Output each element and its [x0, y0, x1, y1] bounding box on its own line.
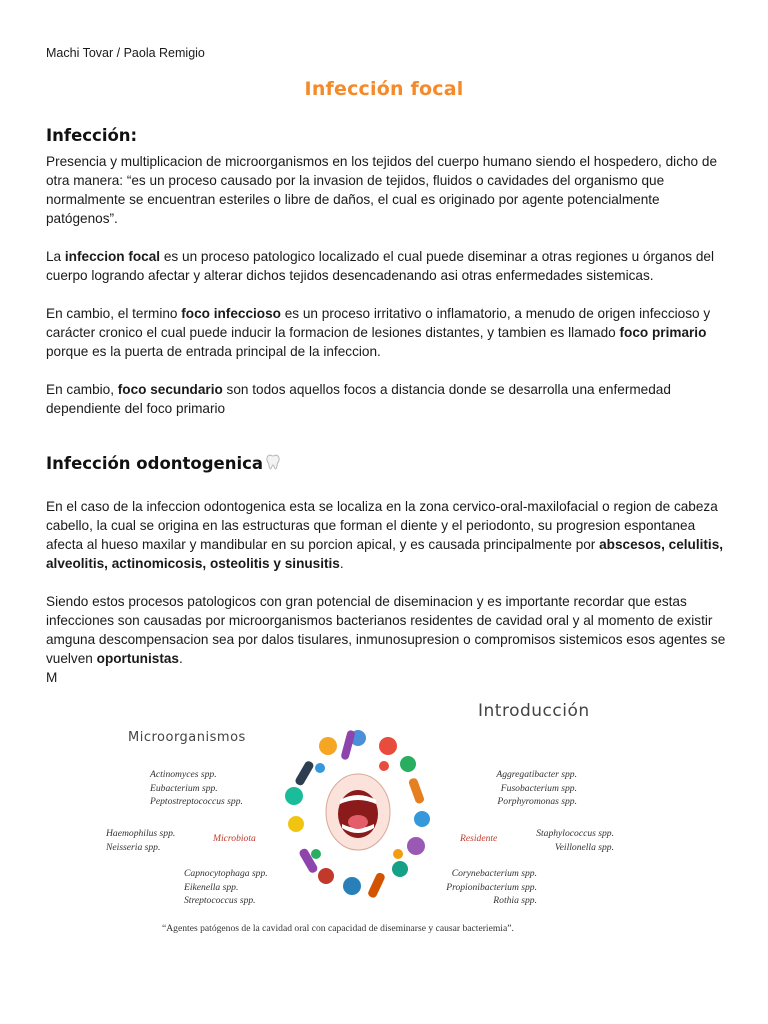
tag-residente: Residente: [460, 833, 498, 844]
page-title: Infección focal: [304, 78, 464, 100]
heading-infeccion-odontogenica: Infección odontogenica: [46, 454, 281, 475]
paragraph-odontogenica: En el caso de la infeccion odontogenica esta se localiza en la zona cervico-oral-maxilofacial o region de cabeza cabello, la cual se origina en las estructuras que forman el diente y el periodonto, su progresion espontanea afecta al hueso maxilar y mandibular en su porcion apical, y es causada principalmente por abscesos, celulitis, alveolitis, actinomicosis, osteolitis y sinusitis.: [46, 499, 724, 571]
heading-infeccion: Infección:: [46, 126, 138, 145]
species-list-right-3: Corynebacterium spp. Propionibacterium spp. Rothia spp.: [446, 868, 537, 906]
species-list-left-2: Haemophilus spp. Neisseria spp.: [106, 828, 176, 853]
tooth-icon: [265, 454, 281, 475]
microbe-circle-illustration: [280, 724, 440, 904]
species-list-right-2: Staphylococcus spp. Veillonella spp.: [536, 828, 614, 853]
paragraph-infeccion-focal: La infeccion focal es un proceso patologico localizado el cual puede diseminar a otras regiones u órganos del cuerpo logrando afectar y alterar dichos tejidos desencadenando asi otras enfermedades sistemicas.: [46, 249, 715, 283]
paragraph-definicion: Presencia y multiplicacion de microorganismos en los tejidos del cuerpo humano siendo el hospedero, dicho de otra manera: “es un proceso causado por la invasion de tejidos, fluidos o cavidades del organismo que normalmente se encuentran esteriles o libre de daños, el cual es originado por agente potencialmente patógenos”.: [46, 154, 718, 226]
tag-microbiota: Microbiota: [213, 833, 256, 844]
stray-letter: M: [46, 670, 58, 685]
mouth-icon: [326, 774, 390, 850]
species-list-left-3: Capnocytophaga spp. Eikenella spp. Streptococcus spp.: [184, 868, 268, 906]
microorganisms-figure: [100, 694, 640, 944]
authors-line: Machi Tovar / Paola Remigio: [46, 46, 205, 60]
paragraph-oportunistas: Siendo estos procesos patologicos con gran potencial de diseminacion y es importante recordar que estas infecciones son causadas por microorganismos bacterianos residentes de cavidad oral y al momento de existir amguna descompensacion sea por dalos tisulares, inmunosupresion o compromisos sistemicos esos agentes se vuelven oportunistas.: [46, 594, 726, 666]
paragraph-foco-secundario: En cambio, foco secundario son todos aquellos focos a distancia donde se desarrolla una enfermedad dependiente del foco primario: [46, 382, 671, 416]
figure-caption: “Agentes patógenos de la cavidad oral con capacidad de diseminarse y causar bacteriemia”.: [162, 923, 514, 934]
paragraph-foco-infeccioso: En cambio, el termino foco infeccioso es un proceso irritativo o inflamatorio, a menudo de origen infeccioso y carácter cronico el cual puede inducir la formacion de lesiones distantes, y tambien es llamado foco primario porque es la puerta de entrada principal de la infeccion.: [46, 306, 711, 359]
species-list-left-1: Actinomyces spp. Eubacterium spp. Peptostreptococcus spp.: [150, 769, 243, 807]
figure-title-microorganismos: Microorganismos: [128, 730, 246, 745]
figure-title-introduccion: Introducción: [478, 701, 590, 721]
species-list-right-1: Aggregatibacter spp. Fusobacterium spp. Porphyromonas spp.: [496, 769, 577, 807]
